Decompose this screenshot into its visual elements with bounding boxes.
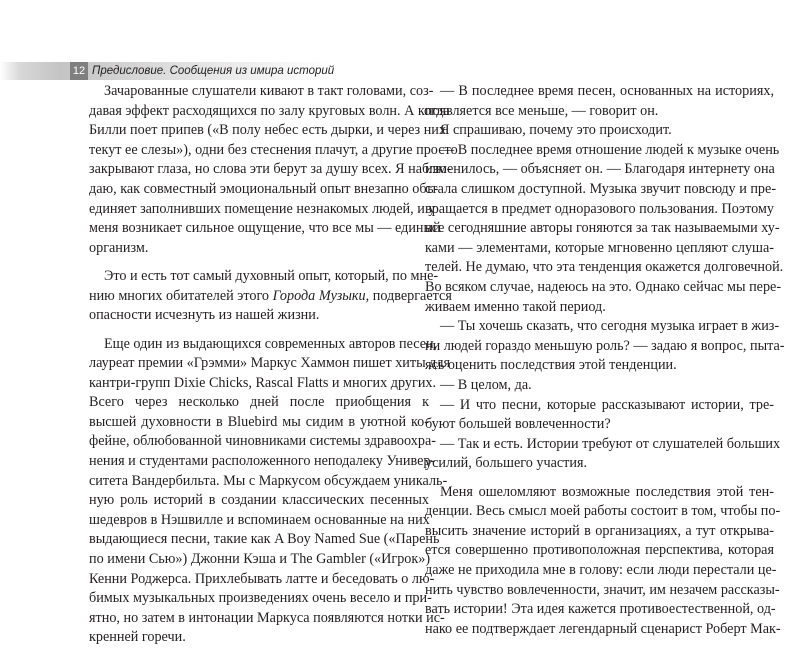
text-line: вращается в предмет одноразового пользования. Поэтому <box>425 200 774 220</box>
text-line: нако ее подтверждает легендарный сценарист Роберт Мак- <box>425 620 774 640</box>
text-line: телей. Не думаю, что эта тенденция окажется долговечной. <box>425 258 774 278</box>
text-line: ками — элементами, которые мгновенно цепляют слуша- <box>425 239 774 259</box>
page-number: 12 <box>70 62 88 80</box>
text-line: Зачарованные слушатели кивают в такт головами, соз- <box>89 82 429 102</box>
text-line: Билли поет припев («В полу небес есть дырки, и через них <box>89 121 429 141</box>
text-line: бимых музыкальных произведениях очень весело и при- <box>89 589 429 609</box>
text-line: Я спрашиваю, почему это происходит. <box>425 121 774 141</box>
text-line: ясь оценить последствия этой тенденции. <box>425 356 774 376</box>
text-line: Во всяком случае, надеюсь на это. Однако сейчас мы пере- <box>425 278 774 298</box>
left-text-column <box>89 82 429 648</box>
text-line: живаем именно такой период. <box>425 298 774 318</box>
text-line: выдающиеся песни, такие как A Boy Named Sue («Парень <box>89 530 429 550</box>
text-line: усилий, большего участия. <box>425 454 774 474</box>
text-line: даю, как совместный эмоциональный опыт внезапно объ- <box>89 180 429 200</box>
text-line: — И что песни, которые рассказывают истории, тре- <box>425 396 774 416</box>
italic-title: Города Музыки <box>273 288 366 304</box>
text-line: нить чувство вовлеченности, значит, им незачем рассказы- <box>425 581 774 601</box>
text-line: изменилось, — объясняет он. — Благодаря интернету она <box>425 160 774 180</box>
paragraph <box>425 435 774 474</box>
text-line: кренней горечи. <box>89 628 429 648</box>
text-line: буют большей вовлеченности? <box>425 415 774 435</box>
text-line: высшей духовности в Bluebird мы сидим в уютной ко- <box>89 413 429 433</box>
text-line: ситета Вандербильта. Мы с Маркусом обсуждаем уникаль- <box>89 472 429 492</box>
text-line: — В последнее время отношение людей к музыке очень <box>425 141 774 161</box>
text-line: ятно, но затем в интонации Маркуса появляются нотки ис- <box>89 609 429 629</box>
paragraph <box>425 317 774 376</box>
paragraph <box>89 267 429 326</box>
text-line: все сегодняшние авторы гоняются за так называемыми ху- <box>425 219 774 239</box>
paragraph <box>425 121 774 141</box>
text-line: ется совершенно противоположная перспектива, которая <box>425 541 774 561</box>
text-line: организм. <box>89 239 429 259</box>
text-line: текут ее слезы»), одни без стеснения плачут, а другие просто <box>89 141 429 161</box>
text-line: Еще один из выдающихся современных авторов песен, <box>89 335 429 355</box>
text-line: — Ты хочешь сказать, что сегодня музыка играет в жиз- <box>425 317 774 337</box>
right-text-column <box>425 82 774 639</box>
running-title: Предисловие. Сообщения из имира историй <box>92 62 334 80</box>
paragraph <box>425 82 774 121</box>
text-line: нения и студентами расположенного неподалеку Универ- <box>89 452 429 472</box>
text-line: Кенни Роджерса. Прихлебывать латте и беседовать о лю- <box>89 570 429 590</box>
text-line: закрывают глаза, но слова эти берут за душу всех. Я наблю- <box>89 160 429 180</box>
paragraph <box>425 483 774 640</box>
text-line: шедевров в Нэшвилле и вспоминаем основанные на них <box>89 511 429 531</box>
text-line: опасности исчезнуть из нашей жизни. <box>89 306 429 326</box>
text-line: даже не приходила мне в голову: если люди перестали це- <box>425 561 774 581</box>
paragraph <box>89 82 429 258</box>
text-line: Меня ошеломляют возможные последствия этой тен- <box>425 483 774 503</box>
text-line: ни людей гораздо меньшую роль? — задаю я вопрос, пыта- <box>425 337 774 357</box>
text-line: нию многих обитателей этого Города Музыки, подвергается <box>89 287 429 307</box>
text-line: появляется все меньше, — говорит он. <box>425 102 774 122</box>
text-line: денции. Весь смысл моей работы состоит в том, чтобы по- <box>425 502 774 522</box>
text-line: лауреат премии «Грэмми» Маркус Хаммон пишет хиты для <box>89 354 429 374</box>
text-line: кантри-групп Dixie Chicks, Rascal Flatts и многих других. <box>89 374 429 394</box>
text-line: ную роль историй в создании классических песенных <box>89 491 429 511</box>
paragraph <box>425 141 774 317</box>
paragraph <box>425 396 774 435</box>
text-line: вать истории! Эта идея кажется противоестественной, од- <box>425 600 774 620</box>
text-line: меня возникает сильное ощущение, что все мы — единый <box>89 219 429 239</box>
text-line: давая эффект расходящихся по залу круговых волн. А когда <box>89 102 429 122</box>
paragraph <box>89 335 429 648</box>
text-line: по имени Сью») Джонни Кэша и The Gambler («Игрок») <box>89 550 429 570</box>
paragraph <box>425 376 774 396</box>
text-line: единяет заполнивших помещение незнакомых людей, и у <box>89 200 429 220</box>
text-line: — В последнее время песен, основанных на историях, <box>425 82 774 102</box>
text-line: — Так и есть. Истории требуют от слушателей больших <box>425 435 774 455</box>
text-line: фейне, облюбованной чиновниками системы здравоохра- <box>89 432 429 452</box>
text-line: Всего через несколько дней после приобщения к <box>89 393 429 413</box>
text-line: высить значение историй в организациях, а тут открыва- <box>425 522 774 542</box>
text-line: — В целом, да. <box>425 376 774 396</box>
text-line: Это и есть тот самый духовный опыт, который, по мне- <box>89 267 429 287</box>
text-line: стала слишком доступной. Музыка звучит повсюду и пре- <box>425 180 774 200</box>
